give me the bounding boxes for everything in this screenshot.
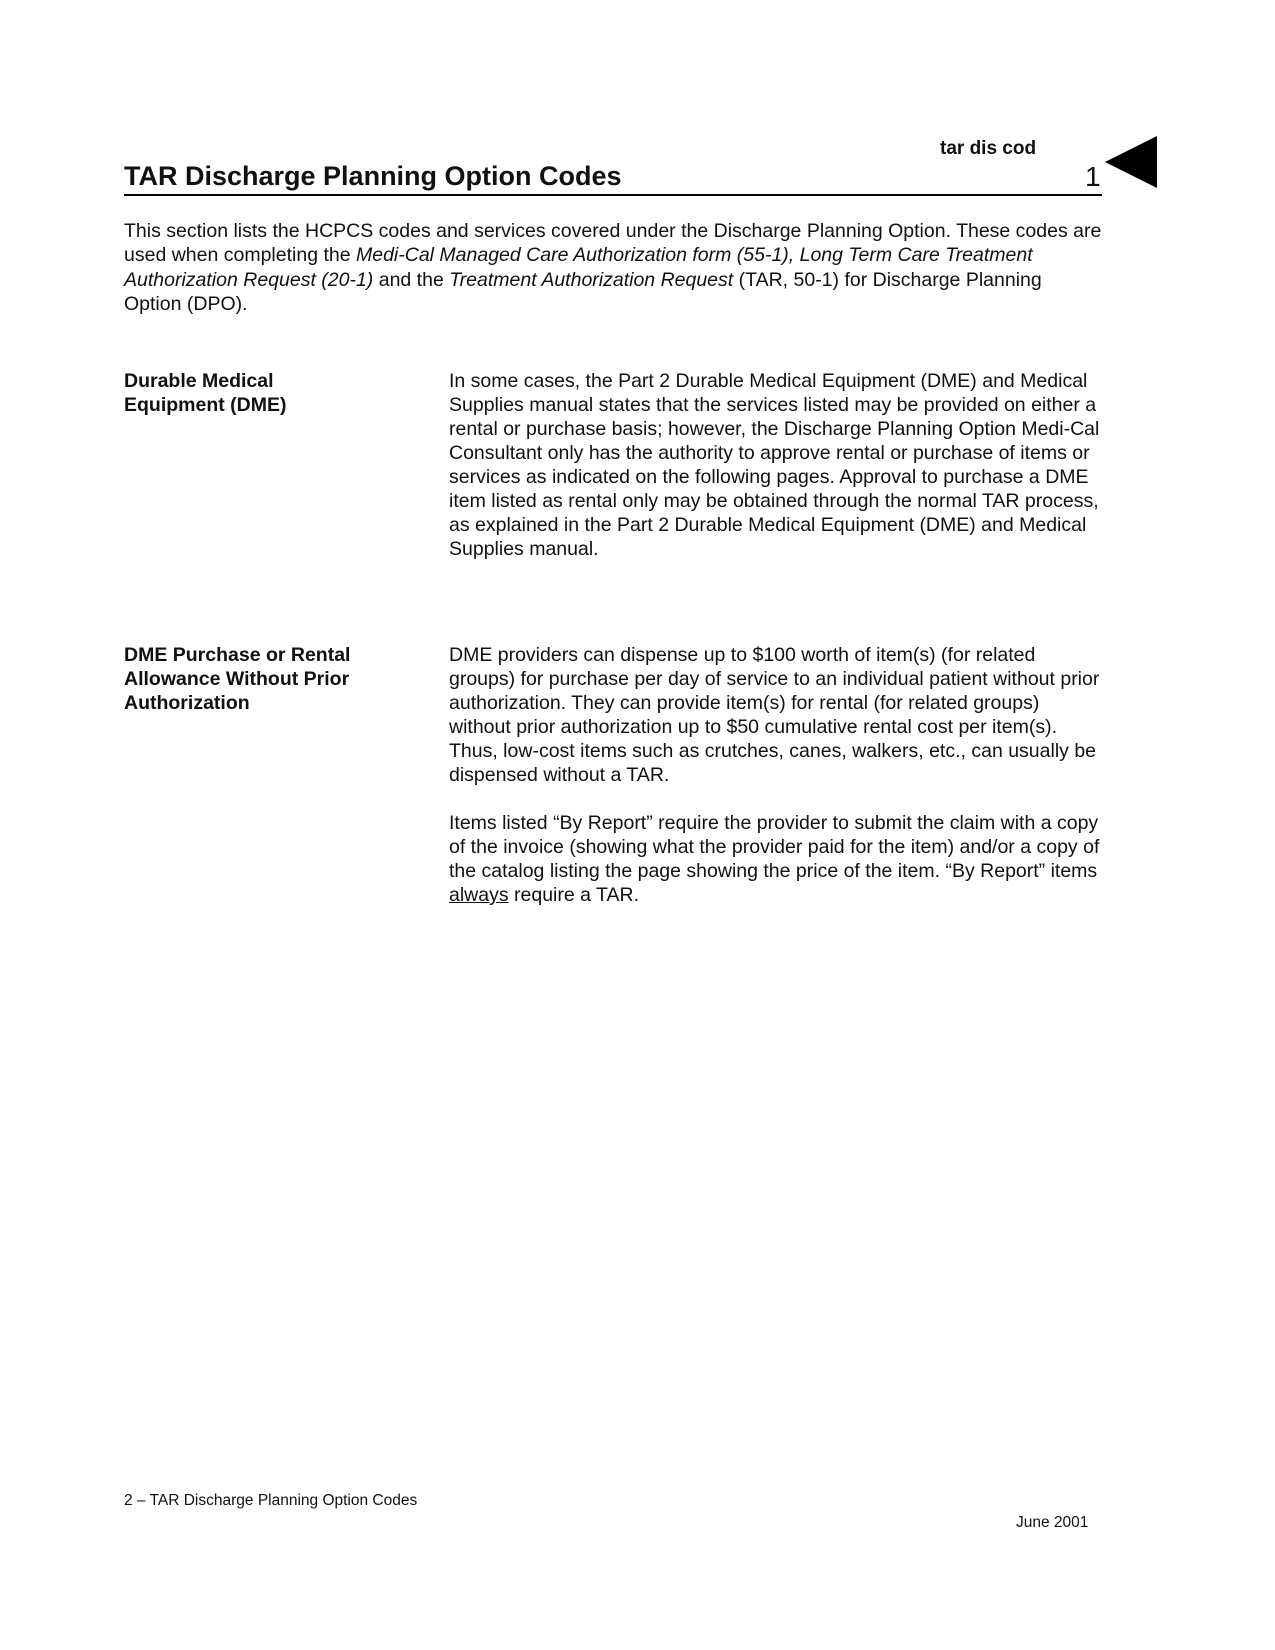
underlined-emphasis: always [449,884,509,906]
by-report-text-end: require a TAR. [508,884,640,906]
by-report-text: Items listed “By Report” require the provider to submit the claim with a copy of the invoice (showing what the provider paid for the item) and/or a copy of the catalog listing the page showing the price of the item. “By Report” items [449,812,1100,882]
intro-tar-name: Treatment Authorization Request [449,268,734,291]
footer-page-label: 2 – TAR Discharge Planning Option Codes [124,1492,418,1509]
section-body-dme [449,369,1104,561]
section-paragraph [449,811,1104,907]
tab-arrow-icon [1105,136,1157,188]
intro-paragraph [124,219,1102,316]
section-heading-line: Allowance Without Prior [124,668,350,690]
intro-text-1: This section lists the HCPCS codes and services covered under the Discharge Planning Option. These codes are used when completing the [124,220,1102,267]
intro-form-names: Medi-Cal Managed Care Authorization form (55-1), Long Term Care Treatment Authorization Request (20-1) [124,244,1033,291]
tab-code-label: tar dis cod [940,138,1037,159]
section-heading-dme [124,369,404,417]
section-paragraph: In some cases, the Part 2 Durable Medical Equipment (DME) and Medical Supplies manual states that the services listed may be provided on either a rental or purchase basis; however, the Discharge Planning Option Medi-Cal Consultant only has the authority to approve rental or purchase of items or services as indicated on the following pages. Approval to purchase a DME item listed as rental only may be obtained through the normal TAR process, as explained in the Part 2 Durable Medical Equipment (DME) and Medical Supplies manual. [449,370,1100,560]
section-heading-line: Equipment (DME) [124,394,287,416]
intro-text-3: (TAR, 50-1) for Discharge Planning Option (DPO). [124,268,1042,315]
section-heading-purchase-rental [124,643,404,715]
section-heading-line: Durable Medical [124,370,274,392]
section-paragraph: DME providers can dispense up to $100 worth of item(s) (for related groups) for purchase per day of service to an individual patient without prior authorization. They can provide item(s) for rental (for related groups) without prior authorization up to $50 cumulative rental cost per item(s). Thus, low-cost items such as crutches, canes, walkers, etc., can usually be dispensed without a TAR. [449,644,1100,786]
section-heading-line: Authorization [124,692,250,714]
chapter-number: 1 [1085,161,1101,192]
page-title: TAR Discharge Planning Option Codes [124,161,622,191]
intro-text-2: and the [373,268,450,291]
section-heading-line: DME Purchase or Rental [124,644,351,666]
title-rule [124,194,1102,196]
section-body-purchase-rental [449,643,1104,907]
footer-date: June 2001 [1016,1514,1089,1531]
